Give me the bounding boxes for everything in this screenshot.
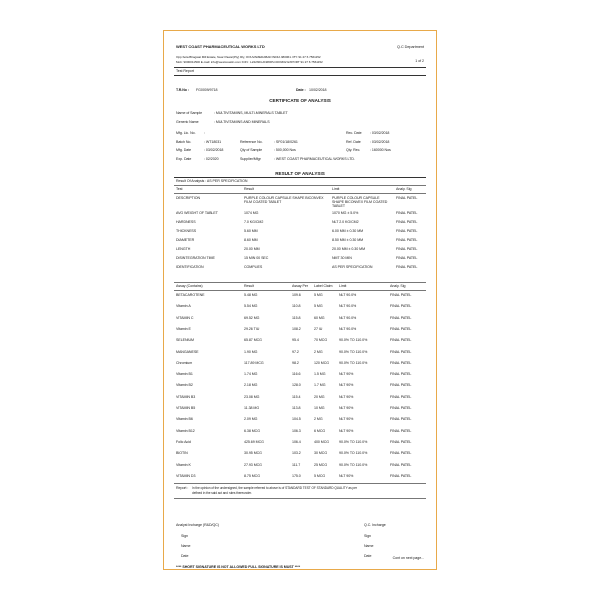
assay-cell-limit: 90.0% TO 110.0% xyxy=(339,439,368,444)
tr-no-value: FG0009/9718 xyxy=(196,88,218,92)
analyst-date-label: Date xyxy=(181,554,189,558)
test-cell-analyst: FINAL PATEL xyxy=(396,265,418,269)
test-cell-result: 20.00 MM xyxy=(244,247,260,251)
assay-cell-per: 98.2 xyxy=(292,360,299,365)
test-cell-limit: AS PER SPECIFICATION xyxy=(332,265,373,269)
assay-cell-per: 109.6 xyxy=(292,293,301,297)
assay-cell-result: 2.18 MG xyxy=(244,383,258,388)
assay-cell-per: 106.3 xyxy=(292,428,301,433)
header-divider xyxy=(174,67,426,68)
test-cell-analyst: FINAL PATEL xyxy=(396,256,418,260)
assay-cell-claim: 400 MCG xyxy=(314,439,330,444)
test-cell-limit: PURPLE COLOUR CAPSULE SHAPE BICONVEX FILM COATED TABLET xyxy=(332,196,388,209)
info-value: : 160000 Nos xyxy=(370,148,391,152)
test-cell-result: COMPLIES xyxy=(244,265,263,269)
assay-cell-per: 175.0 xyxy=(292,473,301,478)
assay-cell-analyst: FINAL PATEL xyxy=(390,462,412,467)
info-label: Supplier/Mfgr xyxy=(240,156,261,161)
info-value: : xyxy=(204,131,205,135)
assay-cell-result: 8.75 MCG xyxy=(244,473,260,478)
assay-cell-assay: BIOTIN xyxy=(176,451,188,456)
assay-cell-limit: 90.0% TO 110.0% xyxy=(339,451,368,456)
qc-date-label: Date xyxy=(364,554,372,558)
col-assay-result: Result xyxy=(244,284,254,288)
remark-label: Report : xyxy=(176,486,189,490)
info-value: : SF01/18/0261 xyxy=(274,139,298,144)
info-label: Rec. Date xyxy=(346,131,362,135)
continued-note: Cont on next page... xyxy=(392,556,424,560)
assay-cell-per: 111.7 xyxy=(292,462,301,467)
test-cell-limit: NLT 2.0 KG/CM2 xyxy=(332,220,359,224)
assay-cell-analyst: FINAL PATEL xyxy=(390,451,412,456)
assay-cell-analyst: FINAL PATEL xyxy=(390,372,412,377)
assay-cell-assay: MANGANESE xyxy=(176,349,199,354)
assay-cell-result: 65.87 MCG xyxy=(244,338,262,343)
test-cell-test: IDENTIFICATION xyxy=(176,265,204,269)
certificate-title: CERTIFICATE OF ANALYSIS xyxy=(269,98,331,103)
assay-cell-result: 30.95 MCG xyxy=(244,451,262,456)
assay-cell-claim: 1.5 MG xyxy=(314,372,326,377)
assay-cell-limit: NLT 90% xyxy=(339,428,354,433)
date-label: Date : xyxy=(296,88,306,92)
col-assay-limit: Limit xyxy=(339,284,347,288)
assay-cell-assay: Vitamin B1 xyxy=(176,372,193,377)
col-assay-analyst: Analy. Sig xyxy=(390,284,406,288)
assay-cell-assay: VITAMIN B3 xyxy=(176,394,196,399)
assay-cell-limit: NLT 90% xyxy=(339,473,354,478)
assay-header-line xyxy=(174,290,426,291)
info-value: : 03/02/2018 xyxy=(370,139,390,144)
qc-incharge-title: Q.C. Incharge xyxy=(364,523,386,527)
page-number: 1 of 2 xyxy=(415,59,424,63)
assay-cell-limit: NLT 90% xyxy=(339,406,354,410)
col-limit: Limit xyxy=(332,187,340,191)
assay-cell-analyst: FINAL PATEL xyxy=(390,326,412,331)
assay-cell-result: 11.38 MG xyxy=(244,406,260,410)
assay-cell-result: 5.54 MG xyxy=(244,304,258,309)
department-label: Q.C Department xyxy=(397,45,424,49)
test-cell-analyst: FINAL PATEL xyxy=(396,238,418,242)
assay-cell-limit: NLT 90.0% xyxy=(339,315,357,320)
assay-cell-assay: Folic Acid xyxy=(176,439,191,444)
test-cell-analyst: FINAL PATEL xyxy=(396,247,418,251)
assay-cell-per: 95.4 xyxy=(292,338,299,343)
assay-cell-result: 27.93 MCG xyxy=(244,462,262,467)
assay-cell-per: 116.6 xyxy=(292,372,301,377)
sample-name-label: Name of Sample xyxy=(176,111,203,115)
assay-cell-analyst: FINAL PATEL xyxy=(390,428,412,433)
col-assay-per: Assay Per xyxy=(292,284,308,288)
assay-cell-analyst: FINAL PATEL xyxy=(390,417,412,422)
assay-cell-analyst: FINAL PATEL xyxy=(390,473,412,478)
assay-cell-assay: Vitamin K xyxy=(176,462,191,467)
sample-name-value: : MULTIVITAMINS, MULTI-MINERALS TABLET xyxy=(214,111,288,115)
assay-cell-limit: 90.0% TO 110.0% xyxy=(339,462,368,467)
assay-cell-result: 5.48 MG xyxy=(244,293,258,297)
test-cell-result: 5.60 MM xyxy=(244,229,258,233)
company-contact: Mob: 9000011500 E-mail: info@westcoastin.com ICIN : L24230GJ1980PLC003302 EXPORT 91 27 6 7561152 xyxy=(176,60,323,64)
analyst-name-label: Name xyxy=(181,544,191,548)
info-label: Mfg. Date xyxy=(176,148,192,152)
assay-cell-analyst: FINAL PATEL xyxy=(390,315,412,320)
assay-cell-limit: 90.0% TO 110.0% xyxy=(339,349,368,354)
header-divider-2 xyxy=(174,75,426,76)
assay-cell-per: 115.4 xyxy=(292,394,301,399)
test-cell-analyst: FINAL PATEL xyxy=(396,196,418,200)
assay-cell-claim: 5 MG xyxy=(314,304,323,309)
info-label: Batch No. xyxy=(176,139,192,144)
assay-cell-limit: NLT 90% xyxy=(339,372,354,377)
col-test: Test xyxy=(176,187,183,191)
tr-no-label: T.R.No : xyxy=(176,88,189,92)
assay-cell-analyst: FINAL PATEL xyxy=(390,293,412,297)
assay-cell-claim: 20 MG xyxy=(314,394,325,399)
assay-cell-claim: 25 MCG xyxy=(314,462,328,467)
assay-cell-limit: 90.0% TO 110.0% xyxy=(339,360,368,365)
test-cell-analyst: FINAL PATEL xyxy=(396,211,418,215)
test-cell-limit: 1070 MG ± 5.0% xyxy=(332,211,359,215)
assay-cell-assay: Vitamin A xyxy=(176,304,191,309)
remark-bottom-divider xyxy=(174,498,426,499)
assay-cell-result: 29.26 TIU xyxy=(244,326,260,331)
info-label: Mfg. Lic. No. xyxy=(176,131,196,135)
results-divider xyxy=(174,177,426,178)
assay-cell-result: 117.89 MCG xyxy=(244,360,264,365)
assay-top-divider xyxy=(174,282,426,283)
test-cell-test: THICKNESS xyxy=(176,229,197,233)
info-label: Exp. Date xyxy=(176,156,192,161)
test-cell-test: AVG WEIGHT OF TABLET xyxy=(176,211,218,215)
test-cell-limit: NMT 30 MIN xyxy=(332,256,352,260)
assay-cell-assay: Vitamin B12 xyxy=(176,428,195,433)
assay-cell-per: 128.0 xyxy=(292,383,301,388)
test-cell-result: 15 MIN 00 SEC xyxy=(244,256,269,260)
results-title: RESULT OF ANALYSIS xyxy=(275,171,325,176)
info-value: : WT18031 xyxy=(204,139,222,144)
qc-sign-label: Sign xyxy=(364,534,371,538)
assay-cell-claim: 5 MCG xyxy=(314,473,326,478)
date-value: 10/02/2018 xyxy=(309,88,327,92)
assay-cell-per: 108.2 xyxy=(292,326,301,331)
assay-cell-result: 69.52 MG xyxy=(244,315,260,320)
info-label: Reference No. xyxy=(240,139,263,144)
assay-cell-per: 115.8 xyxy=(292,315,301,320)
assay-cell-claim: 70 MCG xyxy=(314,338,328,343)
assay-cell-analyst: FINAL PATEL xyxy=(390,349,412,354)
assay-cell-analyst: FINAL PATEL xyxy=(390,360,412,365)
test-cell-test: DISINTEGRATION TIME xyxy=(176,256,215,260)
assay-cell-limit: NLT 90.0% xyxy=(339,293,357,297)
assay-cell-assay: Vitamin E xyxy=(176,326,191,331)
test-cell-result: PURPLE COLOUR CAPSULE SHAPE BICONVEX FILM COATED TABLET xyxy=(244,196,324,205)
test-cell-test: DESCRIPTION xyxy=(176,196,201,200)
assay-cell-analyst: FINAL PATEL xyxy=(390,439,412,444)
assay-cell-analyst: FINAL PATEL xyxy=(390,394,412,399)
assay-cell-assay: Chromium xyxy=(176,360,193,365)
test-cell-test: DIAMETER xyxy=(176,238,195,242)
test-cell-limit: 8.50 MM ± 0.30 MM xyxy=(332,238,364,242)
assay-cell-assay: BETACAROTENE xyxy=(176,293,205,297)
assay-cell-claim: 60 MG xyxy=(314,315,325,320)
info-value: : WEST COAST PHARMACEUTICAL WORKS LTD. xyxy=(274,156,355,161)
assay-cell-claim: 10 MG xyxy=(314,406,325,410)
remark-text-2: defined in the said act and rules thereunder. xyxy=(192,491,252,495)
assay-cell-claim: 30 MCG xyxy=(314,451,328,456)
qc-name-label: Name xyxy=(364,544,374,548)
analyst-sign-label: Sign xyxy=(181,534,188,538)
assay-cell-claim: 27 IU xyxy=(314,326,323,331)
generic-name-label: Generic Name xyxy=(176,120,199,124)
info-label: Ref. Date xyxy=(346,139,361,144)
assay-cell-assay: VITAMIN B5 xyxy=(176,406,196,410)
info-value: : 500,000 Nos xyxy=(274,148,296,152)
assay-cell-limit: NLT 90% xyxy=(339,383,354,388)
assay-cell-analyst: FINAL PATEL xyxy=(390,338,412,343)
assay-cell-result: 425.69 MCG xyxy=(244,439,264,444)
assay-cell-assay: VITAMIN D3 xyxy=(176,473,196,478)
assay-cell-limit: 90.0% TO 110.0% xyxy=(339,338,368,343)
assay-cell-claim: 6 MCG xyxy=(314,428,326,433)
assay-cell-claim: 1.7 MG xyxy=(314,383,326,388)
signature-note: **** SHORT SIGNATURE IS NOT ALLOWED FULL SIGNATURE IS MUST **** xyxy=(176,565,301,569)
info-value: : 03/02/2018 xyxy=(204,148,224,152)
assay-cell-assay: SELENIUM xyxy=(176,338,194,343)
col-result: Result xyxy=(244,187,254,191)
assay-cell-claim: 2 MG xyxy=(314,349,323,354)
assay-cell-limit: NLT 90% xyxy=(339,394,354,399)
assay-cell-limit: NLT 90.0% xyxy=(339,326,357,331)
assay-cell-per: 110.8 xyxy=(292,304,301,309)
test-cell-limit: 20.00 MM ± 0.30 MM xyxy=(332,247,366,251)
test-cell-analyst: FINAL PATEL xyxy=(396,220,418,224)
company-address: Opp.Sola Bhagwat Mill Estate, Near Pawar(Pty) Rly, OOUVAMEDABAD INDIA 380061. PH: 91 27 6 7561152 xyxy=(176,55,321,59)
assay-cell-per: 104.5 xyxy=(292,417,301,422)
analyst-incharge-title: Analyst Incharge (R&D/QC) xyxy=(176,523,219,527)
info-label: Qty. Rec. xyxy=(346,148,361,152)
remark-text: In the opinion of the undersigned, the sample referred to above is of STANDARD TEST OF STANDARD QUALITY as per xyxy=(192,486,357,490)
tests-header-line xyxy=(174,193,426,194)
test-cell-test: LENGTH xyxy=(176,247,191,251)
assay-cell-assay: Vitamin B2 xyxy=(176,383,193,388)
test-cell-test: HARDNESS xyxy=(176,220,196,224)
test-cell-result: 8.60 MM xyxy=(244,238,258,242)
test-cell-analyst: FINAL PATEL xyxy=(396,229,418,233)
col-analyst: Analy. Sig xyxy=(396,187,412,191)
assay-cell-result: 2.09 MG xyxy=(244,417,258,422)
assay-cell-claim: 5 MG xyxy=(314,293,323,297)
test-cell-result: 1074 MG xyxy=(244,211,259,215)
col-assay: Assay (Contains) xyxy=(176,284,203,288)
assay-cell-limit: NLT 90.0% xyxy=(339,304,357,309)
company-name: WEST COAST PHARMACEUTICAL WORKS LTD xyxy=(176,44,265,49)
assay-cell-result: 1.74 MG xyxy=(244,372,258,377)
assay-cell-analyst: FINAL PATEL xyxy=(390,383,412,388)
report-type: Test Report xyxy=(176,69,194,73)
assay-cell-claim: 2 MG xyxy=(314,417,323,422)
remark-divider xyxy=(174,483,426,484)
assay-cell-per: 106.4 xyxy=(292,439,301,444)
info-value: : 03/02/2018 xyxy=(370,131,390,135)
assay-cell-assay: Vitamin B6 xyxy=(176,417,193,422)
assay-cell-assay: VITAMIN C xyxy=(176,315,194,320)
assay-cell-per: 103.2 xyxy=(292,451,301,456)
assay-cell-analyst: FINAL PATEL xyxy=(390,406,412,410)
certificate-sheet xyxy=(163,30,437,570)
col-label-claim: Label Claim xyxy=(314,284,333,288)
info-value: : 02/2020 xyxy=(204,156,219,161)
result-of-analysis: Result Of Analysis : AS PER SPECIFICATION xyxy=(176,179,248,183)
test-cell-result: 7.0 KG/CM2 xyxy=(244,220,264,224)
test-header-divider xyxy=(174,185,426,186)
generic-name-value: : MULTIVITAMINS AND MINERALS xyxy=(214,120,270,124)
assay-cell-per: 97.2 xyxy=(292,349,299,354)
assay-cell-analyst: FINAL PATEL xyxy=(390,304,412,309)
assay-cell-per: 113.8 xyxy=(292,406,301,410)
assay-cell-claim: 120 MCG xyxy=(314,360,330,365)
assay-cell-result: 6.38 MCG xyxy=(244,428,260,433)
info-label: Qty of Sample xyxy=(240,148,263,152)
test-cell-limit: 6.00 MM ± 0.30 MM xyxy=(332,229,364,233)
assay-cell-result: 23.08 MG xyxy=(244,394,260,399)
assay-cell-limit: NLT 90% xyxy=(339,417,354,422)
assay-cell-result: 1.90 MG xyxy=(244,349,258,354)
